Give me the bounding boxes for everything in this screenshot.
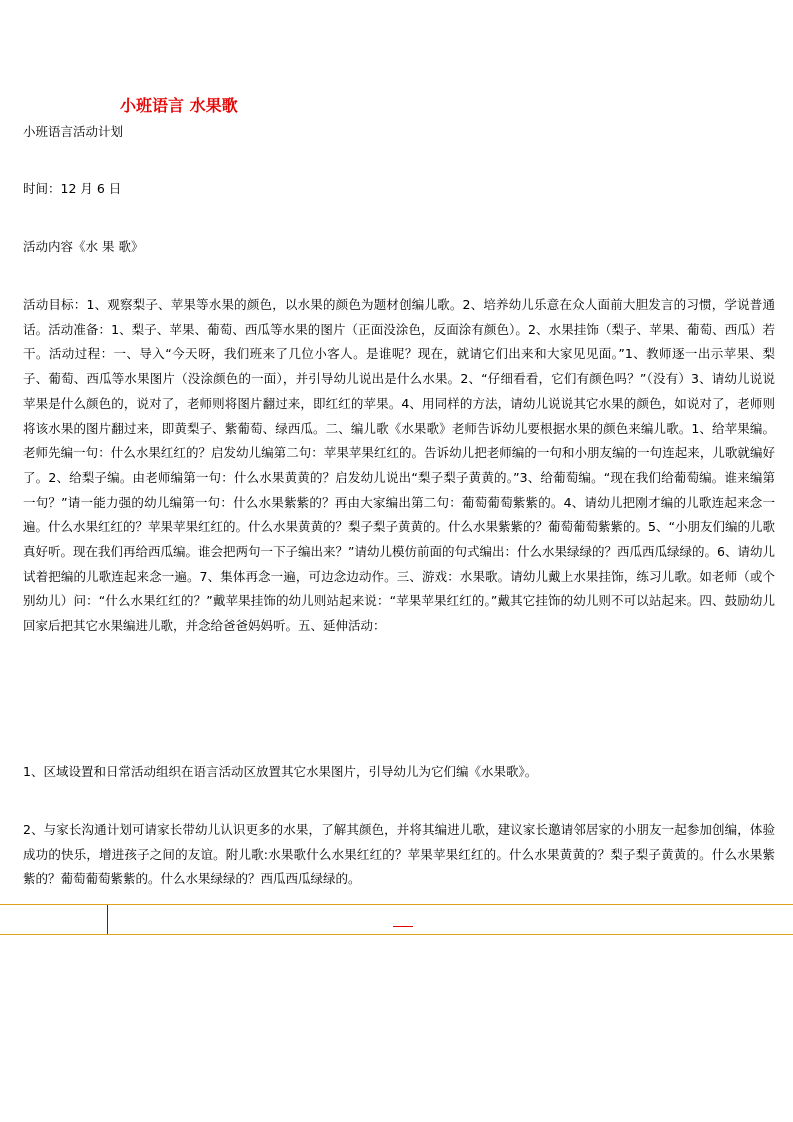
main-paragraph: 活动目标：1、观察梨子、苹果等水果的颜色，以水果的颜色为题材创编儿歌。2、培养幼儿乐意在众人面前大胆发言的习惯，学说普通话。活动准备：1、梨子、苹果、葡萄、西瓜等水果的图片（正面没涂色，反面涂有颜色）。2、水果挂饰（梨子、苹果、葡萄、西瓜）若干。活动过程：一、导入“今天呀，我们班来了几位小客人。是谁呢？现在，就请它们出来和大家见见面。”1、教师逐一出示苹果、梨子、葡萄、西瓜等水果图片（没涂颜色的一面），并引导幼儿说出是什么水果。2、“仔细看看，它们有颜色吗？”（没有）3、请幼儿说说苹果是什么颜色的，说对了，老师则将图片翻过来，即红红的苹果。4、用同样的方法，请幼儿说说其它水果的颜色，如说对了，老师则将该水果的图片翻过来，即黄梨子、紫葡萄、绿西瓜。二、编儿歌《水果歌》老师告诉幼儿要根据水果的颜色来编儿歌。1、给苹果编。老师先编一句：什么水果红红的？启发幼儿编第二句：苹果苹果红红的。告诉幼儿把老师编的一句和小朋友编的一句连起来，儿歌就编好了。2、给梨子编。由老师编第一句：什么水果黄黄的？启发幼儿说出“梨子梨子黄黄的。”3、给葡萄编。“现在我们给葡萄编。谁来编第一句？”请一能力强的幼儿编第一句：什么水果紫紫的？再由大家编出第二句：葡萄葡萄紫紫的。4、请幼儿把刚才编的儿歌连起来念一遍。什么水果红红的？苹果苹果红红的。什么水果黄黄的？梨子梨子黄黄的。什么水果紫紫的？葡萄葡萄紫紫的。5、“小朋友们编的儿歌真好听。现在我们再给西瓜编。谁会把两句一下子编出来？”请幼儿模仿前面的句式编出：什么水果绿绿的？西瓜西瓜绿绿的。6、请幼儿试着把编的儿歌连起来念一遍。7、集体再念一遍，可边念边动作。三、游戏：水果歌。请幼儿戴上水果挂饰，练习儿歌。如老师（或个别幼儿）问：“什么水果红红的？”戴苹果挂饰的幼儿则站起来说：“苹果苹果红红的。”戴其它挂饰的幼儿则不可以站起来。四、鼓励幼儿回家后把其它水果编进儿歌，并念给爸爸妈妈听。五、延伸活动： [23, 297, 775, 634]
footer-divider [107, 905, 108, 935]
extension-item-2: 2、与家长沟通计划可请家长带幼儿认识更多的水果，了解其颜色，并将其编进儿歌，建议家长邀请邻居家的小朋友一起参加创编，体验成功的快乐，增进孩子之间的友谊。附儿歌:水果歌什么水果红红的？苹果苹果红红的。什么水果黄黄的？梨子梨子黄黄的。什么水果紫紫的？葡萄葡萄紫紫的。什么水果绿绿的？西瓜西瓜绿绿的。 [23, 822, 775, 887]
subtitle: 小班语言活动计划 [23, 124, 124, 139]
activity-content-line: 活动内容《水 果 歌》 [23, 239, 144, 254]
footer-top-rule [0, 904, 793, 905]
time-line: 时间：12 月 6 日 [23, 181, 122, 196]
footer-link-mark[interactable] [393, 926, 413, 927]
page-title: 小班语言 水果歌 [120, 96, 238, 115]
extension-item-1: 1、区域设置和日常活动组织在语言活动区放置其它水果图片，引导幼儿为它们编《水果歌》。 [23, 764, 538, 779]
footer-bottom-rule [0, 934, 793, 935]
